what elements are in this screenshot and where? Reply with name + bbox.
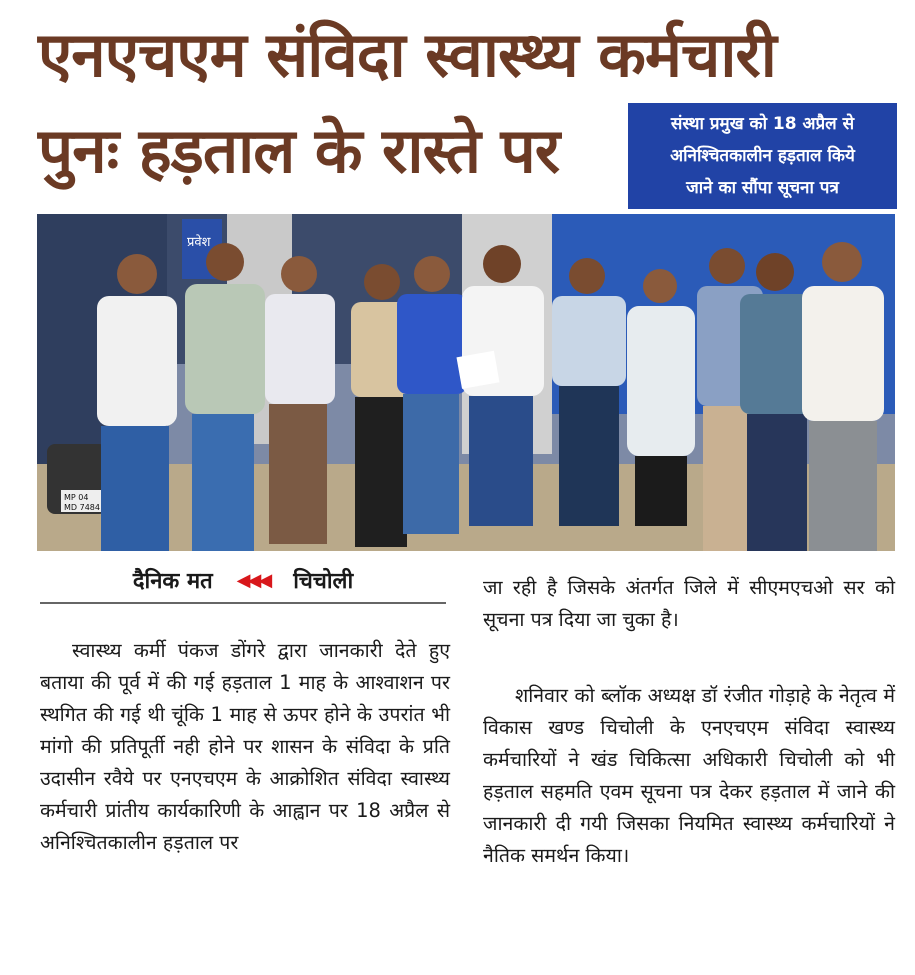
publication-name: दैनिक मत (132, 569, 213, 594)
subheadline-box (628, 103, 897, 209)
entry-sign-text: प्रवेश (187, 235, 211, 250)
people-group (97, 242, 884, 551)
subheadline-line: संस्था प्रमुख को 18 अप्रैल से (670, 114, 855, 134)
headline-line-2: पुनः हड़ताल के रास्ते पर (38, 114, 560, 187)
person (802, 242, 884, 551)
number-plate-text: MD 7484 (64, 503, 100, 512)
person (552, 258, 626, 526)
notice-letter (456, 351, 499, 389)
person (627, 269, 695, 526)
article-column-2-top (483, 572, 895, 636)
dateline-location: चिचोली (293, 569, 354, 594)
subheadline-line: अनिश्चितकालीन हड़ताल किये (670, 146, 855, 166)
byline-rule (40, 602, 446, 604)
byline (40, 562, 446, 598)
article-paragraph: स्वास्थ्य कर्मी पंकज डोंगरे द्वारा जानकारी देते हुए बताया की पूर्व में की गई हड़ताल 1 माह के आश्वाशन पर स्थगित की गई थी चूंकि 1 माह से ऊपर होने के उपरांत भी मांगो की प्रतिपूर्ती नही होने पर शासन के संविदा के प्रति उदासीन रवैये पर एनएचएम के आक्रोशित संविदा स्वास्थ्य कर्मचारी प्रांतीय कार्यकारिणी के आह्वान पर 18 अप्रैल से अनिश्चितकालीन हड़ताल पर (40, 639, 450, 854)
article-column-2 (483, 680, 895, 872)
arrow-icons: ◀◀◀ (236, 569, 270, 591)
headline-line-1: एनएचएम संविदा स्वास्थ्य कर्मचारी (38, 18, 776, 91)
article-paragraph: शनिवार को ब्लॉक अध्यक्ष डॉ रंजीत गोड़ाहे के नेतृत्व में विकास खण्ड चिचोली के एनएचएम संविदा स्वास्थ्य कर्मचारियों ने खंड चिकित्सा अधिकारी चिचोली को भी हड़ताल सहमति एवम सूचना पत्र देकर हड़ताल में जाने की जानकारी दी गयी जिसका नियमित स्वास्थ्य कर्मचारियों ने नैतिक समर्थन किया। (483, 684, 895, 867)
person (265, 256, 335, 544)
article-column-1 (40, 635, 450, 859)
person (397, 256, 467, 534)
group-photo-illustration (37, 214, 895, 551)
person (97, 254, 177, 551)
number-plate-text: MP 04 (64, 493, 89, 502)
news-photo (37, 214, 895, 551)
article-paragraph-continued: जा रही है जिसके अंतर्गत जिले में सीएमएचओ सर को सूचना पत्र दिया जा चुका है। (483, 576, 895, 631)
person (185, 243, 265, 551)
subheadline-line: जाने का सौंपा सूचना पत्र (686, 178, 839, 198)
